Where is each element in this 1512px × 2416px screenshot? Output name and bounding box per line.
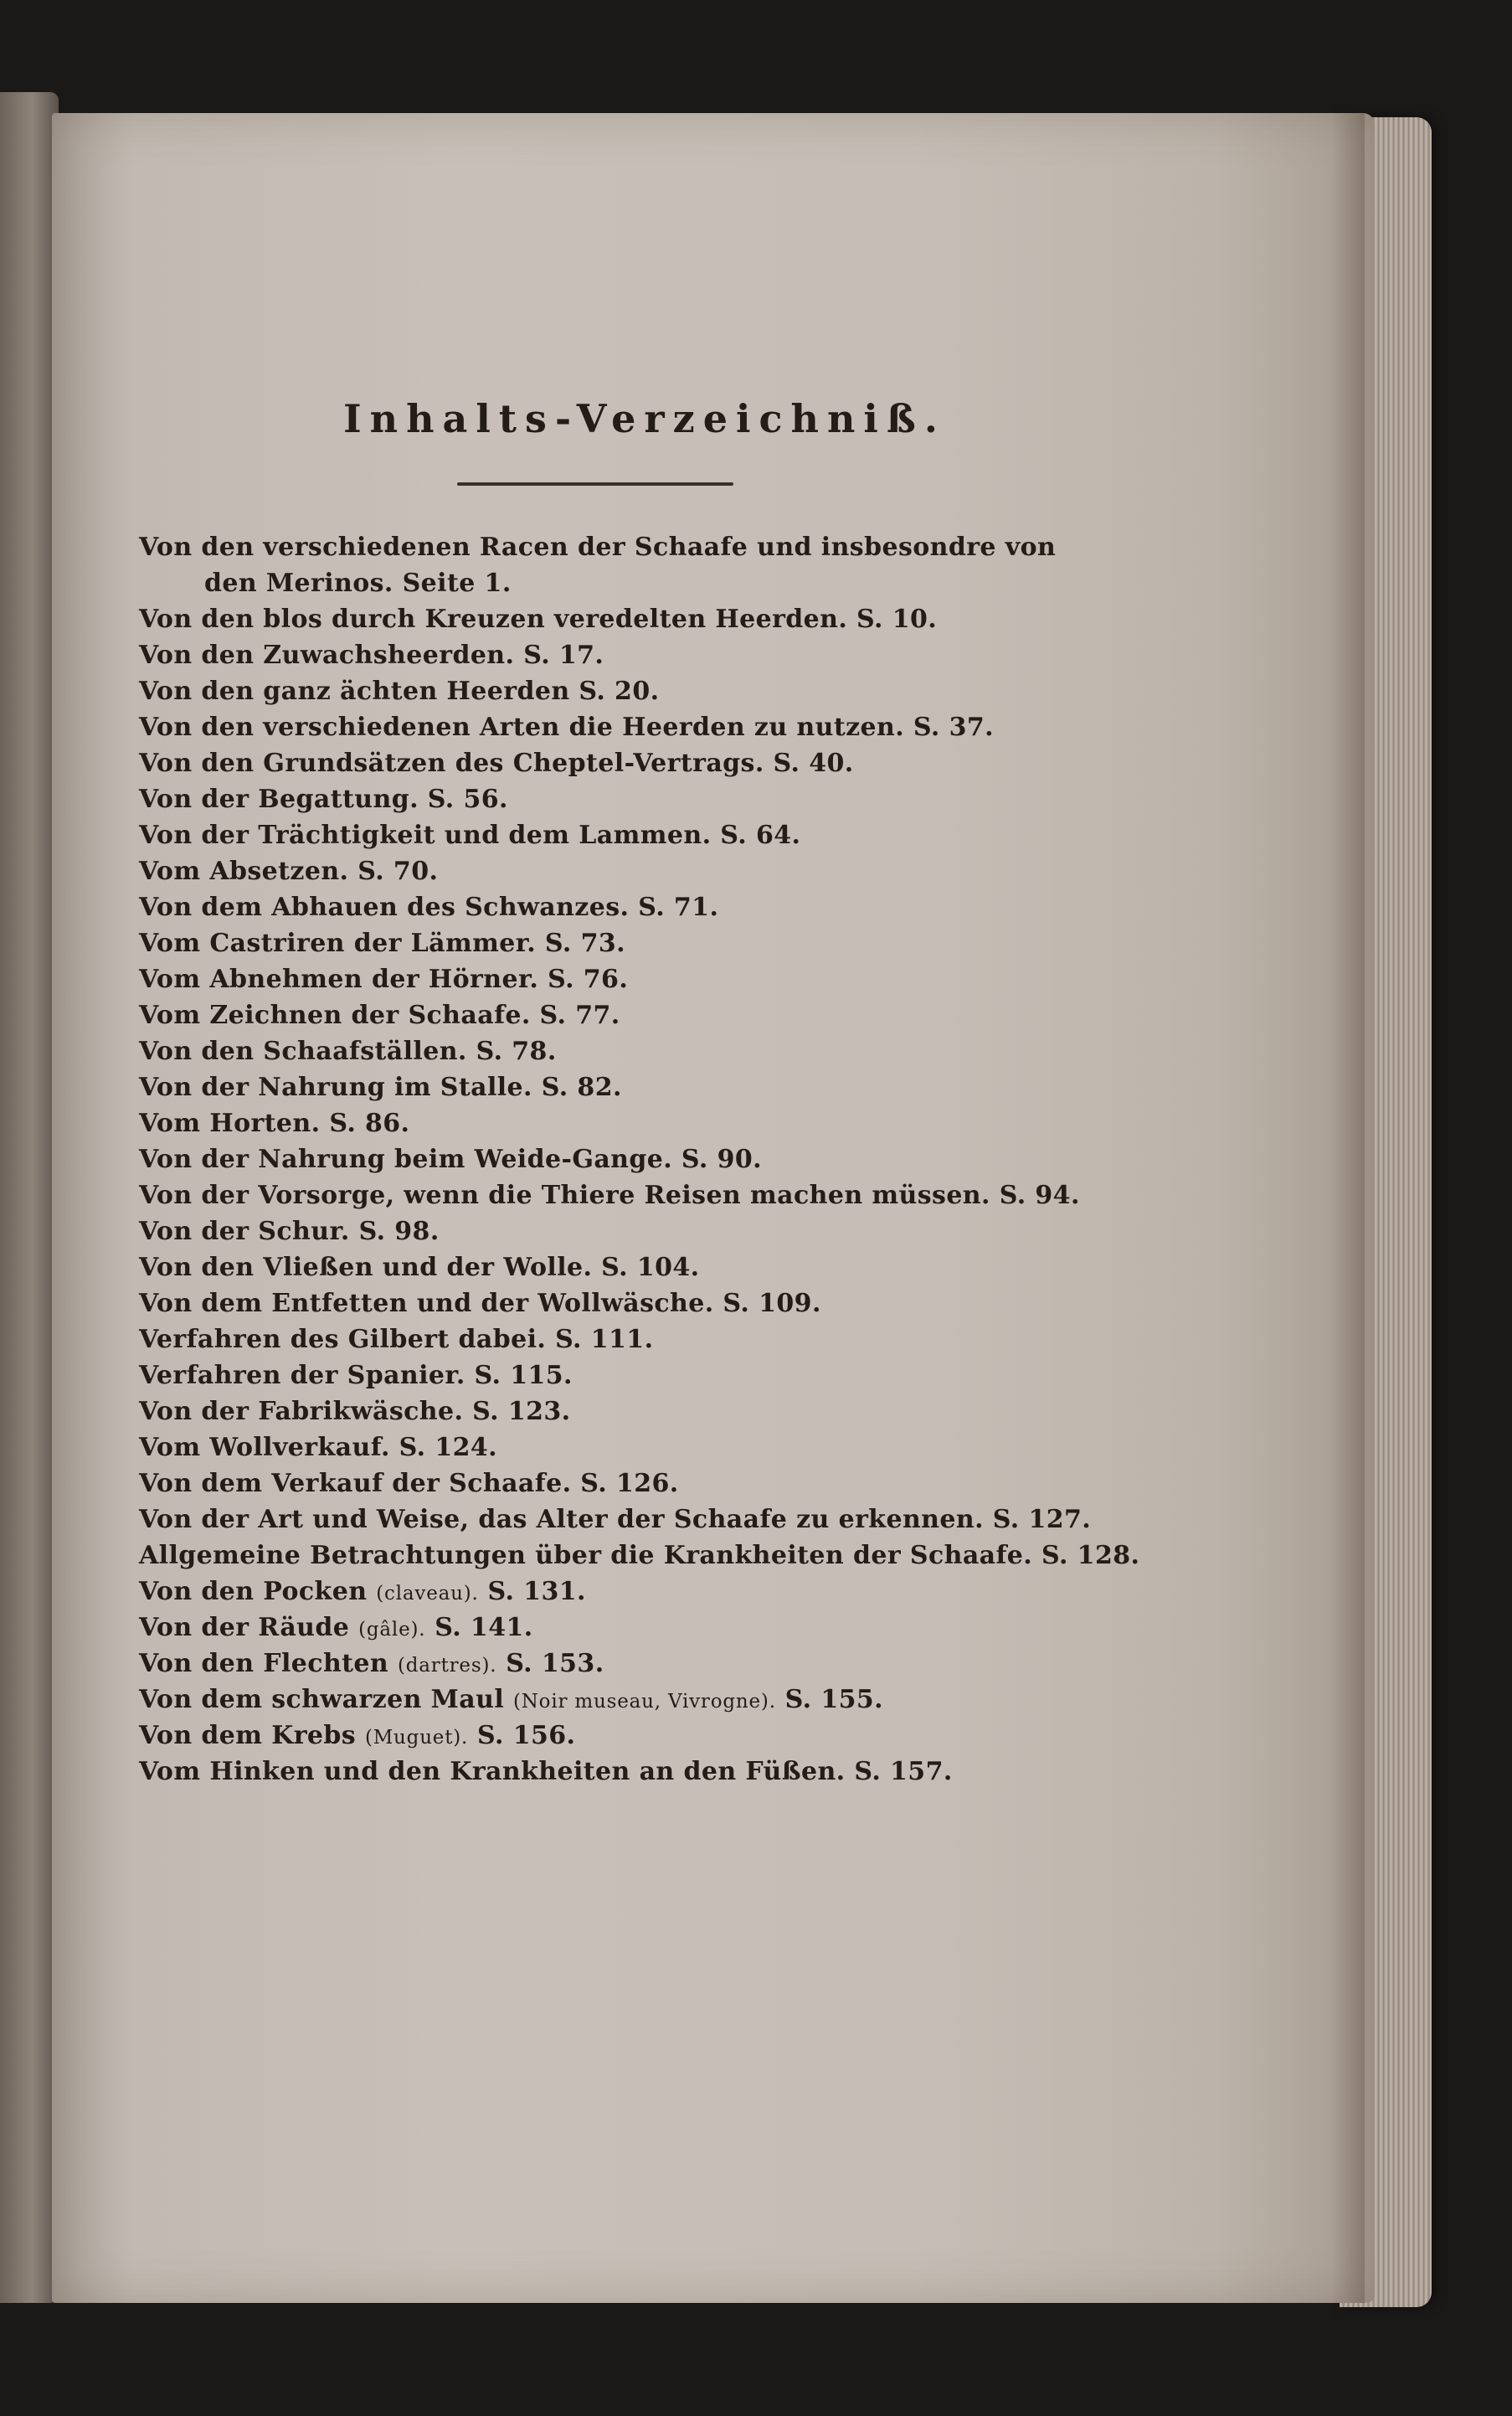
toc-entry-text: Verfahren der Spanier. S. 115.: [139, 1361, 573, 1390]
toc-entry-text: Verfahren des Gilbert dabei. S. 111.: [139, 1325, 654, 1354]
toc-entry-text: Von den Grundsätzen des Cheptel-Vertrags. S. 40.: [139, 749, 854, 778]
toc-entry-text: Von der Schur. S. 98.: [139, 1217, 440, 1246]
toc-entry: [139, 1754, 1077, 1790]
toc-entry: [139, 1033, 1077, 1069]
toc-entry-text: Von der Trächtigkeit und dem Lammen. S. 64.: [139, 821, 801, 850]
toc-entry-text: Von dem Krebs: [139, 1721, 357, 1750]
toc-entry: [139, 889, 1077, 925]
toc-entry-text: Von dem schwarzen Maul: [139, 1685, 505, 1714]
toc-entry-text: Von der Nahrung beim Weide-Gange. S. 90.: [139, 1145, 763, 1174]
toc-entry-page: S. 131.: [487, 1577, 586, 1606]
toc-entry-text: Von den verschiedenen Racen der Schaafe und insbesondre von: [139, 533, 1057, 562]
toc-entry-text: Von der Begattung. S. 56.: [139, 785, 508, 814]
toc-entry: [139, 1610, 1077, 1646]
toc-entry: [139, 925, 1077, 961]
toc-entry-text: Allgemeine Betrachtungen über die Krankheiten der Schaafe. S. 128.: [139, 1541, 1140, 1570]
toc-entry-text: Von den Vließen und der Wolle. S. 104.: [139, 1253, 700, 1282]
toc-entry: [139, 745, 1077, 781]
toc-entry-latin: (claveau).: [376, 1583, 479, 1605]
toc-entry-text: Vom Wollverkauf. S. 124.: [139, 1433, 498, 1462]
toc-entry: [139, 1682, 1077, 1718]
toc-entry: [139, 1574, 1077, 1610]
toc-entry: [139, 1538, 1140, 1574]
toc-entry: [139, 961, 1077, 997]
toc-entry: [139, 601, 1077, 637]
toc-entry-text: Vom Absetzen. S. 70.: [139, 857, 439, 886]
toc-entry-text: Von den Flechten: [139, 1649, 389, 1678]
toc-entry-text: Von den Schaafställen. S. 78.: [139, 1037, 557, 1066]
toc-entry-page: S. 156.: [477, 1721, 576, 1750]
toc-entry-text: Vom Abnehmen der Hörner. S. 76.: [139, 965, 629, 994]
toc-entry-text: Von der Räude: [139, 1613, 350, 1642]
toc-entry-text: Von dem Abhauen des Schwanzes. S. 71.: [139, 893, 719, 922]
toc-entry: [139, 1285, 1077, 1321]
previous-page-edge: [0, 92, 59, 2303]
toc-entry: [139, 1502, 1092, 1538]
toc-entry: [139, 997, 1077, 1033]
toc-entry: [139, 1249, 1077, 1285]
toc-entry-latin: (gâle).: [358, 1619, 426, 1641]
toc-entry: [139, 1321, 1077, 1357]
toc-entry-text: Von den blos durch Kreuzen veredelten Heerden. S. 10.: [139, 605, 938, 634]
toc-entry-text: Vom Hinken und den Krankheiten an den Füßen. S. 157.: [139, 1757, 953, 1786]
toc-entry-page: S. 153.: [506, 1649, 604, 1678]
toc-entry: [139, 1466, 1077, 1502]
toc-entry-latin: (Muguet).: [364, 1727, 469, 1749]
toc-entry-text: Vom Horten. S. 86.: [139, 1109, 410, 1138]
page-title: Inhalts-Verzeichniß.: [343, 396, 946, 441]
toc-entry-latin: (Noir museau, Vivrogne).: [512, 1691, 776, 1713]
toc-entry: [139, 529, 1077, 601]
toc-entry: [139, 1177, 1080, 1213]
title-rule: [457, 482, 733, 486]
toc-entry: [139, 673, 1077, 709]
toc-entry-text: Von den ganz ächten Heerden S. 20.: [139, 677, 660, 706]
toc-entry: [139, 637, 1077, 673]
toc-entry: [139, 853, 1077, 889]
toc-entry: [139, 1646, 1077, 1682]
table-of-contents: [139, 385, 1140, 1790]
toc-entry-text: Von den Zuwachsheerden. S. 17.: [139, 641, 604, 670]
toc-entry-page: S. 155.: [784, 1685, 884, 1714]
toc-entry-text: Vom Zeichnen der Schaafe. S. 77.: [139, 1001, 620, 1030]
toc-list: [139, 529, 1140, 1790]
toc-entry: [139, 709, 1077, 745]
toc-entry-text: Von den verschiedenen Arten die Heerden zu nutzen. S. 37.: [139, 713, 995, 742]
toc-entry: [139, 1718, 1077, 1754]
toc-entry: [139, 1069, 1077, 1105]
toc-entry-text: Von der Art und Weise, das Alter der Schaafe zu erkennen. S. 127.: [139, 1505, 1092, 1534]
toc-entry-text: Von der Fabrikwäsche. S. 123.: [139, 1397, 571, 1426]
toc-entry-latin: (dartres).: [397, 1655, 497, 1677]
page-edge-shadow: [1331, 113, 1365, 2303]
toc-entry-text: Von den Pocken: [139, 1577, 368, 1606]
toc-entry: [139, 1141, 1077, 1177]
toc-entry: [139, 1357, 1077, 1393]
toc-entry-text: Von dem Verkauf der Schaafe. S. 126.: [139, 1469, 679, 1498]
toc-entry-page: S. 141.: [435, 1613, 533, 1642]
toc-entry: [139, 1105, 1077, 1141]
toc-entry-text: Von der Vorsorge, wenn die Thiere Reisen machen müssen. S. 94.: [139, 1181, 1080, 1210]
toc-entry: [139, 1393, 1077, 1430]
toc-entry: [139, 1213, 1077, 1249]
toc-entry-continuation: den Merinos. Seite 1.: [204, 569, 512, 598]
toc-entry: [139, 781, 1077, 817]
toc-entry-text: Von dem Entfetten und der Wollwäsche. S. 109.: [139, 1289, 821, 1318]
toc-entry: [139, 1430, 1077, 1466]
toc-entry: [139, 817, 1077, 853]
toc-entry-text: Von der Nahrung im Stalle. S. 82.: [139, 1073, 622, 1102]
toc-entry-text: Vom Castriren der Lämmer. S. 73.: [139, 929, 625, 958]
